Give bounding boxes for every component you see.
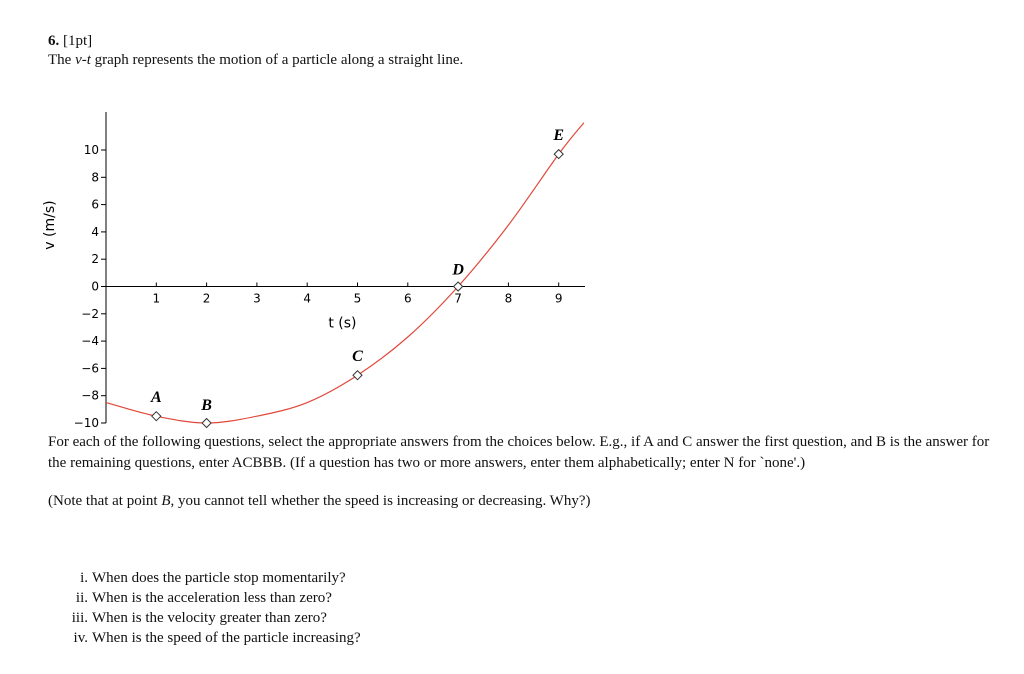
x-tick-label: 6	[403, 291, 412, 306]
point-label-e: E	[553, 127, 565, 145]
question-item-number: iii.	[71, 610, 88, 626]
question-item-text: When is the velocity greater than zero?	[92, 610, 327, 626]
graph-axes	[42, 112, 585, 423]
y-tick-label: 10	[83, 143, 99, 157]
question-item-text: When is the speed of the particle increasing?	[92, 630, 361, 646]
x-tick-label: 2	[202, 291, 211, 306]
point-label-c: C	[352, 348, 363, 366]
question-item	[62, 588, 361, 608]
x-tick-label: 9	[554, 291, 563, 306]
point-marker-b	[202, 419, 211, 428]
question-item-number: i.	[80, 570, 88, 586]
point-label-b: B	[201, 397, 212, 414]
question-item	[62, 608, 361, 628]
y-tick-label: −4	[81, 334, 99, 349]
question-item-number: iv.	[73, 630, 88, 646]
note-text: (Note that at point	[48, 493, 162, 509]
question-intro	[48, 52, 463, 69]
y-axis-label: v (m/s)	[42, 200, 58, 250]
question-item	[62, 628, 361, 648]
x-tick-label: 5	[353, 291, 362, 306]
point-marker-c	[353, 371, 362, 380]
velocity-curve-line	[106, 123, 584, 423]
x-tick-label: 4	[303, 291, 312, 306]
question-item-text: When does the particle stop momentarily?	[92, 570, 346, 586]
instructions: For each of the following questions, select the appropriate answers from the choices below. E.g., if A and C answer the first question, and B is the answer for the remaining questions, enter ACBBB. (If a question has two or more answers, enter them alphabetically; enter N for `none'.)	[48, 434, 990, 471]
point-marker-e	[554, 150, 563, 159]
point-label-a: A	[150, 389, 162, 407]
y-tick-label: −10	[73, 416, 99, 430]
y-tick-label: 2	[91, 252, 99, 267]
x-tick-label: 8	[504, 291, 513, 306]
velocity-curve	[106, 123, 584, 423]
note	[48, 493, 590, 510]
question-points: [1pt]	[63, 33, 93, 49]
note-variable: B	[161, 493, 171, 509]
x-tick-label: 3	[253, 291, 261, 306]
question-item-number: ii.	[75, 590, 88, 606]
point-marker-a	[152, 412, 161, 421]
y-tick-label: −6	[81, 361, 99, 376]
y-tick-label: −2	[81, 306, 99, 321]
y-tick-label: 6	[91, 197, 99, 212]
note-text-end: , you cannot tell whether the speed is increasing or decreasing. Why?)	[170, 493, 591, 509]
question-item	[62, 568, 361, 588]
y-tick-label: −8	[81, 388, 99, 403]
y-tick-label: 4	[91, 224, 99, 239]
graph-points	[150, 127, 564, 427]
question-item-text: When is the acceleration less than zero?	[92, 590, 332, 606]
intro-variable: v-t	[75, 52, 91, 68]
question-number: 6.	[48, 33, 60, 49]
intro-text: The	[48, 52, 76, 68]
point-label-d: D	[452, 261, 464, 279]
vt-graph	[40, 110, 600, 435]
y-tick-label: 0	[91, 279, 99, 294]
question-header	[48, 33, 92, 50]
intro-text-end: graph represents the motion of a particle along a straight line.	[90, 52, 464, 68]
x-axis-label: t (s)	[328, 315, 357, 332]
x-tick-label: 7	[454, 291, 462, 306]
y-tick-label: 8	[91, 170, 99, 185]
question-list	[62, 568, 361, 648]
x-tick-label: 1	[152, 291, 161, 306]
